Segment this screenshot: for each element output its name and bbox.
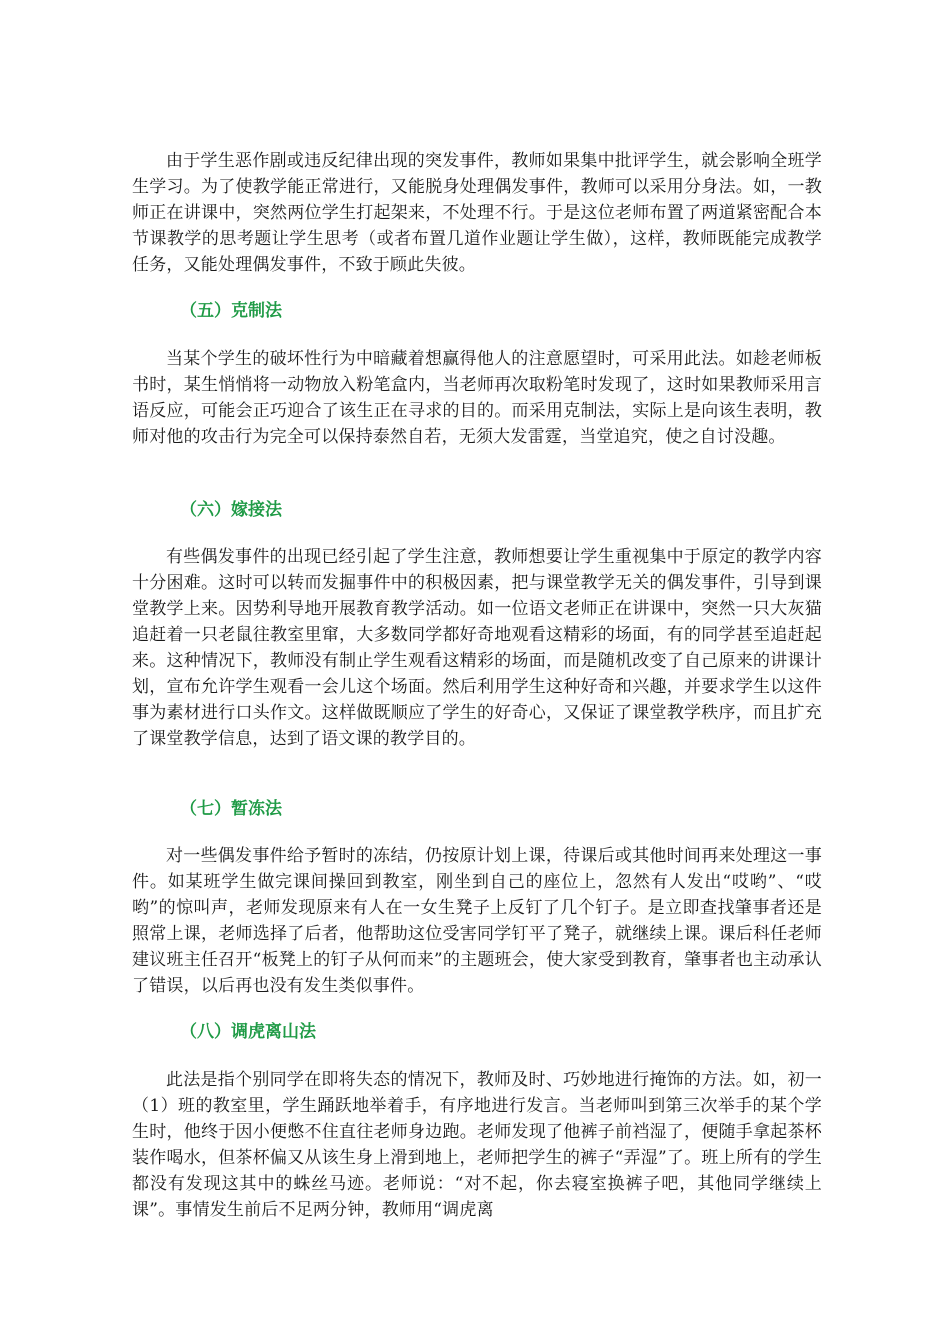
- paragraph-grafting-method: 有些偶发事件的出现已经引起了学生注意，教师想要让学生重视集中于原定的教学内容十分困难。这时可以转而发掘事件中的积极因素，把与课堂教学无关的偶发事件，引导到课堂教学上来。因势利导地开展教育教学活动。如一位语文老师正在讲课中，突然一只大灰猫追赶着一只老鼠往教室里窜，大多数同学都好奇地观看这精彩的场面，有的同学甚至追赶起来。这种情况下，教师没有制止学生观看这精彩的场面，而是随机改变了自己原来的讲课计划，宣布允许学生观看一会儿这个场面。然后利用学生这种好奇和兴趣，并要求学生以这件事为素材进行口头作文。这样做既顺应了学生的好奇心，又保证了课堂教学秩序，而且扩充了课堂教学信息，达到了语文课的教学目的。: [132, 547, 822, 749]
- heading-diversion-method: （八）调虎离山法: [180, 1022, 316, 1042]
- paragraph-diversion-method: 此法是指个别同学在即将失态的情况下，教师及时、巧妙地进行掩饰的方法。如，初一（1）班的教室里，学生踊跃地举着手，有序地进行发言。当老师叫到第三次举手的某个学生时，他终于因小便憋不住直往老师身边跑。老师发现了他裤子前裆湿了，便随手拿起茶杯装作喝水，但茶杯偏又从该生身上滑到地上，老师把学生的裤子“弄湿”了。班上所有的学生都没有发现这其中的蛛丝马迹。老师说：“对不起，你去寝室换裤子吧，其他同学继续上课”。事情发生前后不足两分钟，教师用“调虎离: [132, 1070, 822, 1220]
- heading-freeze-method: （七）暂冻法: [180, 799, 282, 819]
- heading-grafting-method: （六）嫁接法: [180, 500, 282, 520]
- heading-restraint-method: （五）克制法: [180, 301, 282, 321]
- paragraph-split-method: 由于学生恶作剧或违反纪律出现的突发事件，教师如果集中批评学生，就会影响全班学生学习。为了使教学能正常进行，又能脱身处理偶发事件，教师可以采用分身法。如，一教师正在讲课中，突然两位学生打起架来，不处理不行。于是这位老师布置了两道紧密配合本节课教学的思考题让学生思考（或者布置几道作业题让学生做），这样，教师既能完成教学任务，又能处理偶发事件，不致于顾此失彼。: [132, 151, 822, 275]
- paragraph-restraint-method: 当某个学生的破坏性行为中暗藏着想赢得他人的注意愿望时，可采用此法。如趁老师板书时，某生悄悄将一动物放入粉笔盒内，当老师再次取粉笔时发现了，这时如果教师采用言语反应，可能会正巧迎合了该生正在寻求的目的。而采用克制法，实际上是向该生表明，教师对他的攻击行为完全可以保持泰然自若，无须大发雷霆，当堂追究，使之自讨没趣。: [132, 349, 822, 447]
- paragraph-freeze-method: 对一些偶发事件给予暂时的冻结，仍按原计划上课，待课后或其他时间再来处理这一事件。如某班学生做完课间操回到教室，刚坐到自己的座位上，忽然有人发出“哎哟”、“哎哟”的惊叫声，老师发现原来有人在一女生凳子上反钉了几个钉子。是立即查找肇事者还是照常上课，老师选择了后者，他帮助这位受害同学钉平了凳子，就继续上课。课后科任老师建议班主任召开“板凳上的钉子从何而来”的主题班会，使大家受到教育，肇事者也主动承认了错误，以后再也没有发生类似事件。: [132, 846, 822, 996]
